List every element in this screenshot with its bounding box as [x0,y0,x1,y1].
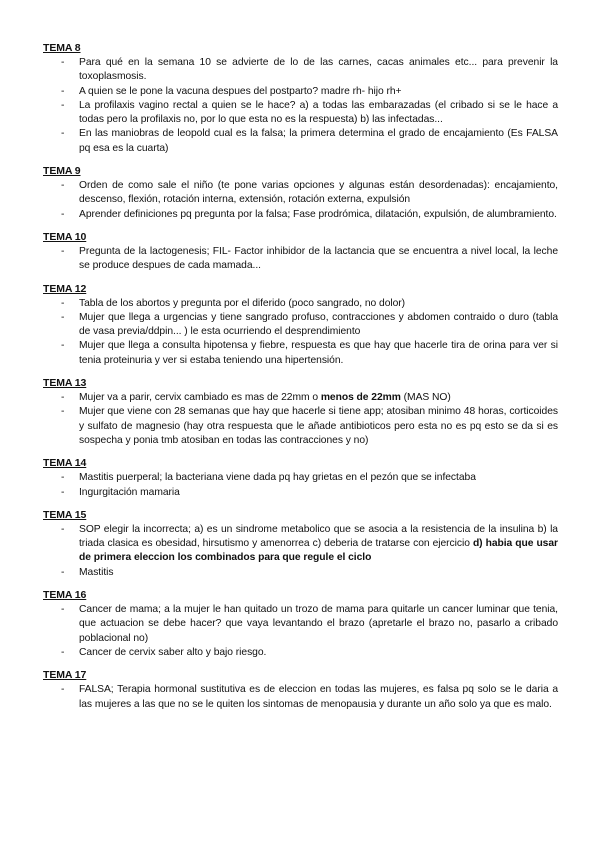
item-text-bold: d) habia que usar de primera eleccion los combinados para que regule el ciclo [79,538,558,564]
list-item [43,245,558,274]
section-title: TEMA 9 [43,165,81,178]
dash-bullet-icon: - [61,684,65,696]
dash-bullet-icon: - [61,523,65,535]
section-title: TEMA 13 [43,377,87,390]
dash-bullet-icon: - [61,392,65,404]
item-text: (MAS NO) [400,392,451,404]
list-item [43,311,558,340]
section [43,377,558,448]
bullet-list [43,297,558,368]
bullet-list [43,683,558,712]
dash-bullet-icon: - [61,85,65,97]
list-item [43,297,558,311]
dash-bullet-icon: - [61,297,65,309]
bullet-list [43,56,558,156]
item-text: Tabla de los abortos y pregunta por el diferido (poco sangrado, no dolor) [79,297,406,309]
section-title: TEMA 15 [43,508,87,521]
item-text: La profilaxis vagino rectal a quien se le hace? a) a todas las embarazadas (el cribado si se le hace a todas pero la profilaxis no, por lo que esta no es la respuesta) b) las infectadas... [79,99,558,126]
item-text: Pregunta de la lactogenesis; FIL- Factor inhibidor de la lactancia que se encuentra a nivel local, la leche se produce despues de cada mamada... [79,245,558,272]
dash-bullet-icon: - [61,311,65,323]
bullet-list [43,391,558,448]
item-text: Mujer que viene con 28 semanas que hay que hacerle si tiene app; atosiban minimo 48 horas, corticoides y sulfato de magnesio (hay otra respuesta que le añade antibioticos pero esta no es pq esto se da si es sospecha y ponia tmb atosiban en todas las contracciones y no) [79,406,558,446]
dash-bullet-icon: - [61,99,65,111]
dash-bullet-icon: - [61,57,65,68]
item-text: Mastitis [79,566,114,578]
item-text: Para qué en la semana 10 se advierte de lo de las carnes, cacas animales etc... para prevenir la toxoplasmosis. [79,57,558,83]
list-item [43,208,558,222]
dash-bullet-icon: - [61,486,65,498]
dash-bullet-icon: - [61,340,65,352]
dash-bullet-icon: - [61,128,65,140]
item-text: Aprender definiciones pq pregunta por la falsa; Fase prodrómica, dilatación, expulsión, de alumbramiento. [79,208,557,220]
list-item [43,339,558,368]
section-title: TEMA 16 [43,589,87,602]
section [43,165,558,222]
bullet-list [43,603,558,660]
dash-bullet-icon: - [61,472,65,484]
dash-bullet-icon: - [61,646,65,658]
list-item [43,99,558,128]
list-item [43,179,558,208]
item-text: Cancer de cervix saber alto y bajo riesgo. [79,646,267,658]
section [43,283,558,368]
section-title: TEMA 8 [43,42,81,54]
section-title: TEMA 14 [43,457,87,470]
list-item [43,523,558,566]
list-item [43,85,558,99]
bullet-list [43,471,558,500]
item-text-bold: menos de 22mm [320,392,401,404]
item-text: Ingurgitación mamaria [79,486,180,498]
dash-bullet-icon: - [61,208,65,220]
item-text: Mujer que llega a consulta hipotensa y fiebre, respuesta es que hay que hacerle tira de orina para ver si tenia proteinuria y ver si estaba teniendo una hipertensión. [79,340,558,366]
section [43,457,558,500]
dash-bullet-icon: - [61,406,65,418]
section [43,669,558,712]
item-text: A quien se le pone la vacuna despues del postparto? madre rh- hijo rh+ [79,85,402,97]
list-item [43,391,558,405]
item-text: En las maniobras de leopold cual es la falsa; la primera determina el grado de encajamiento (Es FALSA pq esa es la cuarta) [79,128,558,154]
section-title: TEMA 17 [43,669,87,682]
item-text: Mujer va a parir, cervix cambiado es mas de 22mm o [79,392,321,404]
bullet-list [43,179,558,222]
item-text: FALSA; Terapia hormonal sustitutiva es de eleccion en todas las mujeres, es falsa pq solo se le daria a las mujeres a las que no se le quiten los sintomas de menopausia y durante un año solo ya que es malo. [79,684,558,710]
item-text: Mujer que llega a urgencias y tiene sangrado profuso, contracciones y abdomen contraido o duro (tabla de vasa previa/ddpin... ) le esta ocurriendo el desprendimiento [79,311,558,338]
list-item [43,56,558,85]
section [43,42,558,156]
bullet-list [43,245,558,274]
item-text: Cancer de mama; a la mujer le han quitado un trozo de mama para quitarle un cancer luminar que tenia, que actuacion se debe hacer? que vaya levantando el brazo (apretarle el brazo no, pasarlo a cribado poblacional no) [79,604,558,644]
list-item [43,486,558,500]
list-item [43,683,558,712]
section [43,509,558,580]
section [43,231,558,274]
item-text: Mastitis puerperal; la bacteriana viene dada pq hay grietas en el pezón que se infectaba [79,472,476,484]
list-item [43,566,558,580]
list-item [43,646,558,660]
list-item [43,405,558,448]
dash-bullet-icon: - [61,245,65,257]
list-item [43,471,558,485]
list-item [43,127,558,156]
dash-bullet-icon: - [61,180,65,192]
dash-bullet-icon: - [61,566,65,578]
dash-bullet-icon: - [61,604,65,616]
section [43,589,558,660]
section-title: TEMA 12 [43,282,87,295]
list-item [43,603,558,646]
item-text: SOP elegir la incorrecta; a) es un sindrome metabolico que se asocia a la resistencia de la insulina b) la triada clasica es obesidad, hirsutismo y amenorrea c) deberia de tratarse con ejercicio [79,523,558,550]
item-text: Orden de como sale el niño (te pone varias opciones y algunas están desordenadas): encajamiento, descenso, flexión, rotación interna, extensión, rotación externa, expulsión [79,180,558,206]
section-title: TEMA 10 [43,230,87,243]
bullet-list [43,523,558,580]
